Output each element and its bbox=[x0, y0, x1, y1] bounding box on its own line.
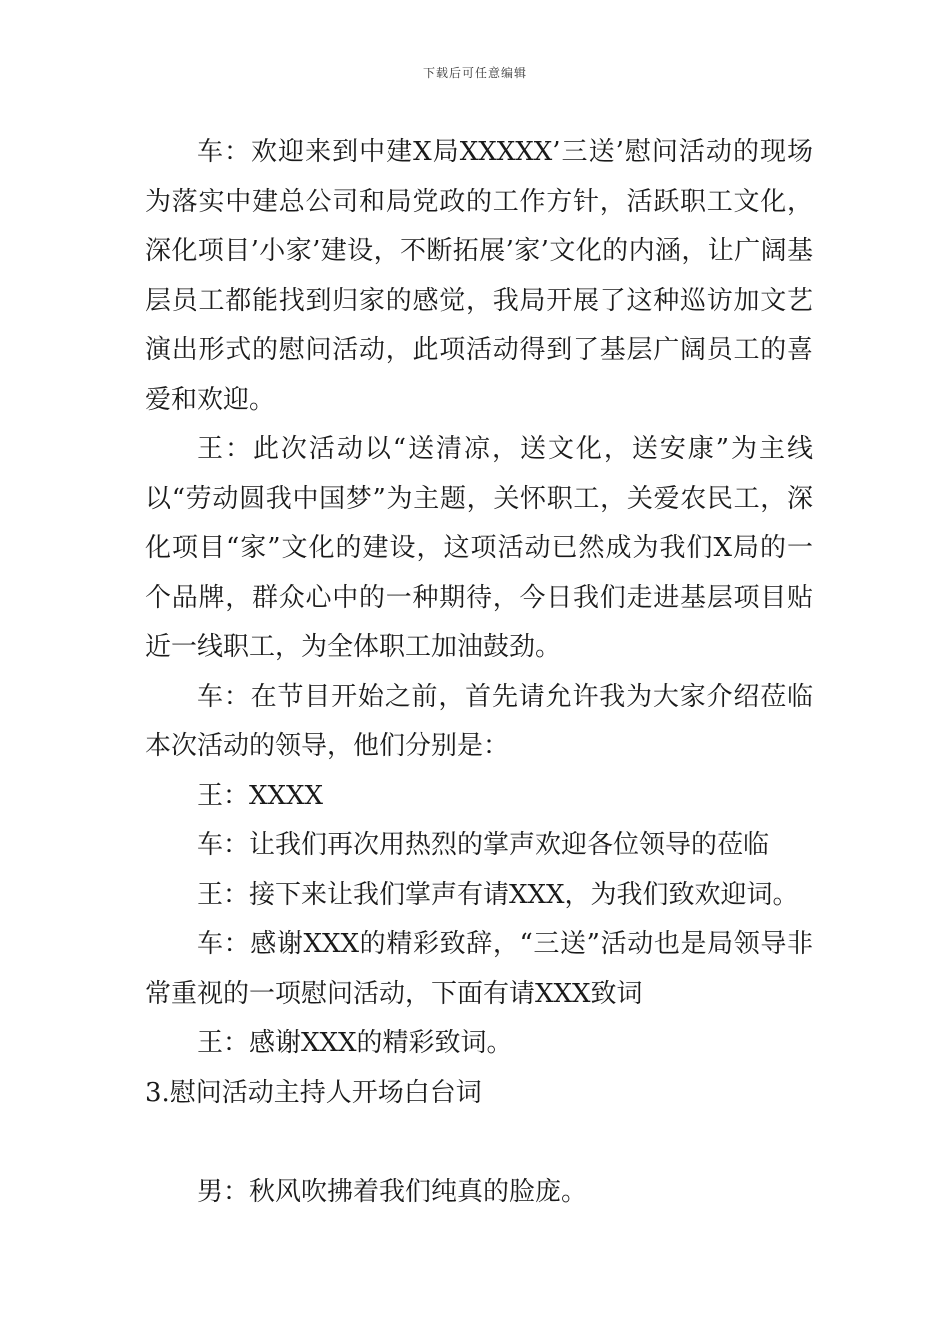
section-heading: 3.慰问活动主持人开场白台词 bbox=[145, 1077, 482, 1108]
document-body bbox=[145, 128, 813, 1217]
paragraph-5: 车：让我们再次用热烈的掌声欢迎各位领导的莅临 bbox=[197, 830, 770, 860]
paragraph-8: 王：感谢XXX的精彩致词。 bbox=[197, 1028, 513, 1058]
paragraph-6: 王：接下来让我们掌声有请XXX，为我们致欢迎词。 bbox=[197, 879, 799, 910]
paragraph-4: 王：XXXX bbox=[197, 780, 324, 811]
page-header-note: 下载后可任意编辑 bbox=[422, 66, 527, 80]
paragraph-2: 王：此次活动以“送清凉，送文化，送安康”为主线以“劳动圆我中国梦”为主题，关怀职工，关爱农民工，深化项目“家”文化的建设，这项活动已然成为我们X局的一个品牌，群众心中的一种期待，今日我们走进基层项目贴近一线职工，为全体职工加油鼓劲。 bbox=[145, 434, 813, 662]
closing-paragraph: 男：秋风吹拂着我们纯真的脸庞。 bbox=[197, 1176, 588, 1207]
paragraph-3: 车：在节目开始之前，首先请允许我为大家介绍莅临本次活动的领导，他们分别是： bbox=[145, 681, 813, 761]
blank-line bbox=[145, 1118, 813, 1168]
paragraph-1: 车：欢迎来到中建X局XXXXX’三送’慰问活动的现场为落实中建总公司和局党政的工作方针，活跃职工文化，深化项目’小家’建设，不断拓展’家’文化的内涵，让广阔基层员工都能找到归家的感觉，我局开展了这种巡访加文艺演出形式的慰问活动，此项活动得到了基层广阔员工的喜爱和欢迎。 bbox=[145, 137, 813, 415]
paragraph-7: 车：感谢XXX的精彩致辞，“三送”活动也是局领导非常重视的一项慰问活动，下面有请XXX致词 bbox=[145, 929, 813, 1009]
